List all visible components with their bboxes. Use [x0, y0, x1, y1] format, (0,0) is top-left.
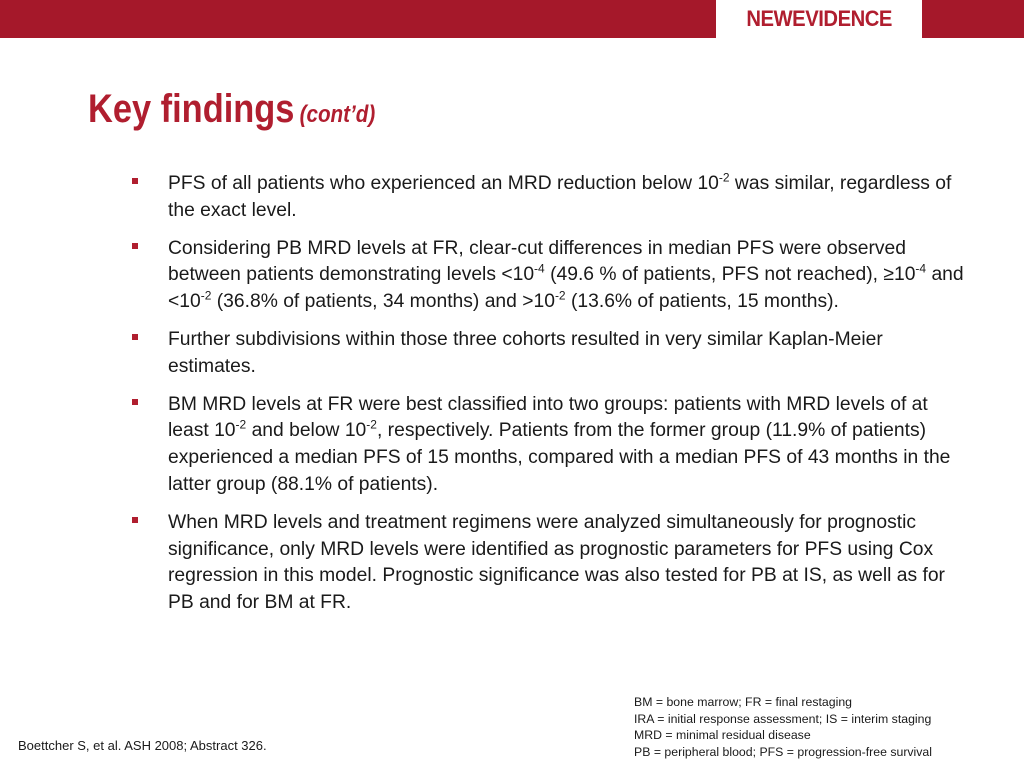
bullet-item: [130, 236, 970, 316]
abbreviation-line: IRA = initial response assessment; IS = interim staging: [634, 711, 932, 726]
bullet-text: PFS of all patients who experienced an MRD reduction below 10: [168, 173, 719, 194]
page-title: [88, 87, 375, 131]
brand-logo-text: NEWEVIDENCE: [746, 6, 892, 31]
bullet-text: and below 10: [246, 420, 367, 442]
superscript-exponent: -2: [366, 417, 377, 432]
title-subtitle: (cont’d): [299, 101, 376, 128]
superscript-exponent: -2: [554, 288, 566, 303]
bullet-text: When MRD levels and treatment regimens were analyzed simultaneously for prognostic significance, only MRD levels were identified as prognostic parameters for PFS using Cox regression in this model. Prognostic significance was also tested for PB at IS, as well as for PB and for BM at FR.: [168, 511, 945, 614]
superscript-exponent: -4: [915, 261, 927, 276]
bullet-square-icon: [132, 243, 138, 249]
bullet-text: Further subdivisions within those three cohorts resulted in very similar Kaplan-Meier estimates.: [168, 328, 883, 377]
citation: Boettcher S, et al. ASH 2008; Abstract 326.: [18, 738, 267, 753]
superscript-exponent: -2: [718, 170, 730, 185]
superscript-exponent: -4: [534, 261, 545, 276]
title-main: Key findings: [88, 87, 295, 131]
abbreviation-line: MRD = minimal residual disease: [634, 728, 811, 743]
bullet-text: Considering PB MRD levels at FR, clear-cut differences in median PFS were observed between patients demonstrating levels <10: [168, 237, 906, 286]
bullet-item: [130, 392, 970, 499]
bullet-square-icon: [132, 178, 138, 184]
abbreviation-line: BM = bone marrow; FR = final restaging: [634, 695, 853, 709]
brand-logo: [716, 0, 922, 38]
bullet-text: (13.6% of patients, 15 months).: [565, 291, 839, 313]
bullet-square-icon: [132, 399, 138, 405]
bullet-square-icon: [132, 517, 138, 523]
bullet-text: was similar, regardless of the exact level.: [168, 173, 952, 221]
superscript-exponent: -2: [200, 288, 212, 303]
bullet-item: [130, 171, 970, 225]
bullet-text: BM MRD levels at FR were best classified into two groups: patients with MRD levels of at least 10: [168, 393, 928, 442]
bullet-text: and <10: [168, 264, 964, 313]
abbreviations-footnote: [634, 694, 1014, 760]
bullet-item: [130, 510, 970, 617]
findings-list: [130, 171, 970, 628]
superscript-exponent: -2: [235, 417, 247, 432]
bullet-text: (49.6 % of patients, PFS not reached), ≥10: [544, 264, 916, 286]
bullet-square-icon: [132, 334, 138, 340]
bullet-text: , respectively. Patients from the former group (11.9% of patients) experienced a median PFS of 15 months, compared with a median PFS of 43 months in the latter group (88.1% of patients).: [168, 420, 951, 495]
bullet-text: (36.8% of patients, 34 months) and >10: [211, 291, 555, 313]
abbreviation-line: PB = peripheral blood; PFS = progression-free survival: [634, 744, 933, 759]
bullet-item: [130, 327, 970, 381]
